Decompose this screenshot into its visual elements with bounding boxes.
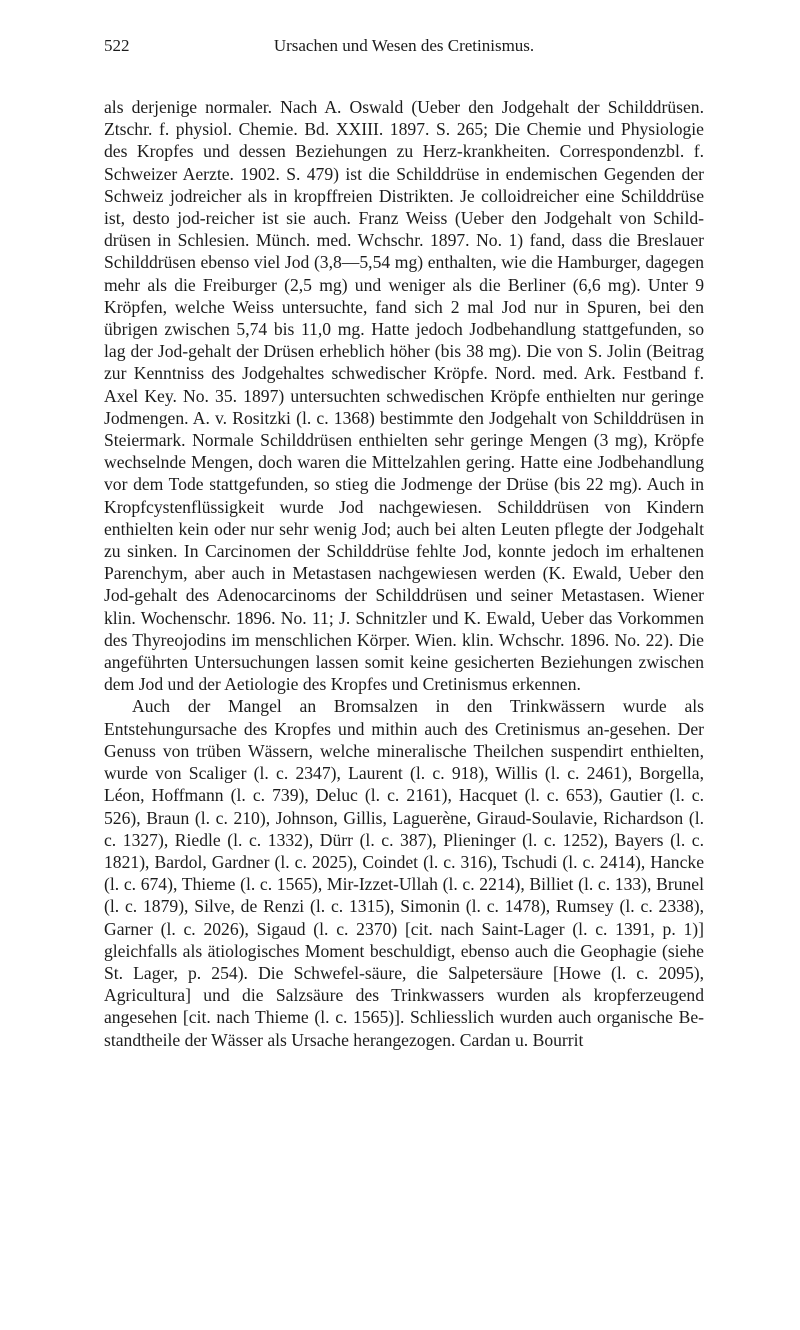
page-header: [104, 36, 704, 72]
running-title: Ursachen und Wesen des Cretinismus.: [273, 36, 535, 55]
page-number: 522: [104, 36, 130, 55]
paragraph-bromine: Auch der Mangel an Bromsalzen in den Trinkwässern wurde als Entstehungursache des Kropfes und mithin auch des Cretinismus an-gesehen. Der Genuss von trüben Wässern, welche mineralische Theilchen suspendirt enthielten, wurde von Scaliger (l. c. 2347), Laurent (l. c. 918), Willis (l. c. 2461), Borgella, Léon, Hoffmann (l. c. 739), Deluc (l. c. 2161), Hacquet (l. c. 653), Gautier (l. c. 526), Braun (l. c. 210), Johnson, Gillis, Laguerène, Giraud-Soulavie, Richardson (l. c. 1327), Riedle (l. c. 1332), Dürr (l. c. 387), Plieninger (l. c. 1252), Bayers (l. c. 1821), Bardol, Gardner (l. c. 2025), Coindet (l. c. 316), Tschudi (l. c. 2414), Hancke (l. c. 674), Thieme (l. c. 1565), Mir-Izzet-Ullah (l. c. 2214), Billiet (l. c. 133), Brunel (l. c. 1879), Silve, de Renzi (l. c. 1315), Simonin (l. c. 1478), Rumsey (l. c. 2338), Garner (l. c. 2026), Sigaud (l. c. 2370) [cit. nach Saint-Lager (l. c. 1391, p. 1)] gleichfalls als ätiologisches Moment beschuldigt, ebenso auch die Geophagie (siehe St. Lager, p. 254). Die Schwefel-säure, die Salpetersäure [Howe (l. c. 2095), Agricultura] und die Salzsäure des Trinkwassers wurden als kropferzeugend angesehen [cit. nach Thieme (l. c. 1565)]. Schliesslich wurden auch organische Be-standtheile der Wässer als Ursache herangezogen. Cardan u. Bourrit: [104, 696, 704, 1050]
book-page: [104, 0, 704, 1050]
paragraph-iodine: als derjenige normaler. Nach A. Oswald (Ueber den Jodgehalt der Schilddrüsen. Ztschr. f. physiol. Chemie. Bd. XXIII. 1897. S. 265; Die Chemie und Physiologie des Kropfes und dessen Beziehungen zu Herz-krankheiten. Correspondenzbl. f. Schweizer Aerzte. 1902. S. 479) ist die Schilddrüse in endemischen Gegenden der Schweiz jodreicher als in kropffreien Distrikten. Je colloidreicher eine Schilddrüse ist, desto jod-reicher ist sie auch. Franz Weiss (Ueber den Jodgehalt von Schild-drüsen in Schlesien. Münch. med. Wchschr. 1897. No. 1) fand, dass die Breslauer Schilddrüsen ebenso viel Jod (3,8—5,54 mg) enthalten, wie die Hamburger, dagegen mehr als die Freiburger (2,5 mg) und weniger als die Berliner (6,6 mg). Unter 9 Kröpfen, welche Weiss untersuchte, fand sich 2 mal Jod nur in Spuren, bei den übrigen zwischen 5,74 bis 11,0 mg. Hatte jedoch Jodbehandlung stattgefunden, so lag der Jod-gehalt der Drüsen erheblich höher (bis 38 mg). Die von S. Jolin (Beitrag zur Kenntniss des Jodgehaltes schwedischer Kröpfe. Nord. med. Ark. Festband f. Axel Key. No. 35. 1897) untersuchten schwedischen Kröpfe enthielten nur geringe Jodmengen. A. v. Rositzki (l. c. 1368) bestimmte den Jodgehalt von Schilddrüsen in Steiermark. Normale Schilddrüsen enthielten sehr geringe Mengen (3 mg), Kröpfe wechselnde Mengen, doch waren die Mittelzahlen gering. Hatte eine Jodbehandlung vor dem Tode stattgefunden, so stieg die Jodmenge der Drüse (bis 22 mg). Auch in Kropfcystenflüssigkeit wurde Jod nachgewiesen. Schilddrüsen von Kindern enthielten kein oder nur sehr wenig Jod; auch bei alten Leuten pflegte der Jodgehalt zu sinken. In Carcinomen der Schilddrüse fehlte Jod, konnte jedoch im erhaltenen Parenchym, aber auch in Metastasen nachgewiesen werden (K. Ewald, Ueber den Jod-gehalt des Adenocarcinoms der Schilddrüsen und seiner Metastasen. Wiener klin. Wochenschr. 1896. No. 11; J. Schnitzler und K. Ewald, Ueber das Vorkommen des Thyreojodins im menschlichen Körper. Wien. klin. Wchschr. 1896. No. 22). Die angeführten Untersuchungen lassen somit keine gesicherten Beziehungen zwischen dem Jod und der Aetiologie des Kropfes und Cretinismus erkennen.: [104, 97, 704, 695]
body-text: [104, 96, 704, 1051]
